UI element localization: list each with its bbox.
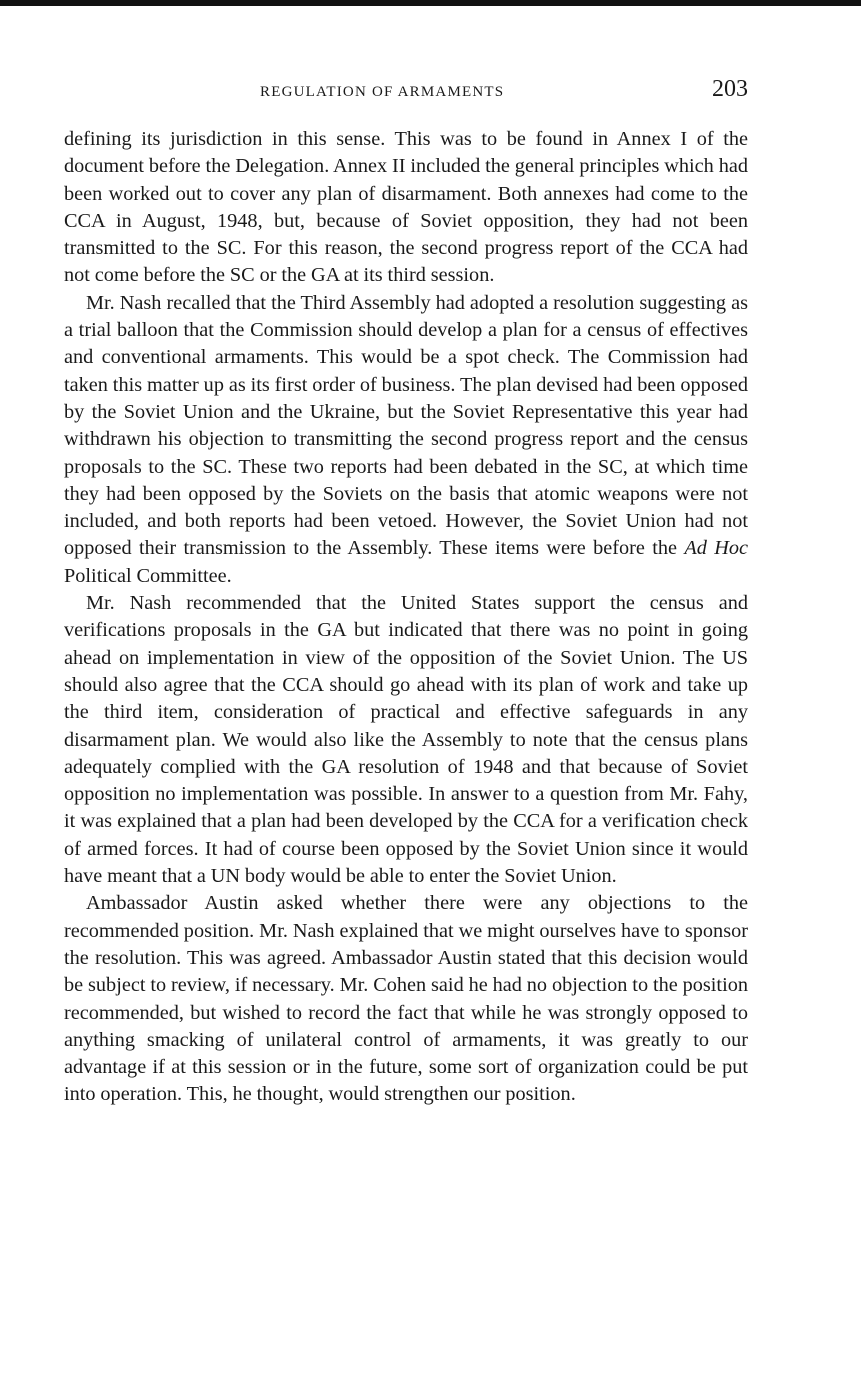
paragraph-nash-recommendation: Mr. Nash recommended that the United States support the census and verifications proposals in the GA but indicated that there was no point in going ahead on implementation in view of the opposition of the Soviet Union. The US should also agree that the CCA should go ahead with its plan of work and take up the third item, consideration of practical and effective safeguards in any disarmament plan. We would also like the Assembly to note that the census plans adequately complied with the GA resolution of 1948 and that because of Soviet opposition no implementation was possible. In answer to a question from Mr. Fahy, it was explained that a plan had been developed by the CCA for a verification check of armed forces. It had of course been opposed by the Soviet Union since it would have meant that a UN body would be able to enter the Soviet Union. [64,592,748,888]
body-text [64,126,748,1109]
running-head: REGULATION OF ARMAMENTS [260,84,505,100]
paragraph-austin-question: Ambassador Austin asked whether there were any objections to the recommended position. Mr. Nash explained that we might ourselves have to sponsor the resolution. This was agreed. Ambassador Austin stated that this decision would be subject to review, if necessary. Mr. Cohen said he had no objection to the position recommended, but wished to record the fact that while he was strongly opposed to anything smacking of unilateral control of armaments, it was greatly to our advantage if at this session or in the future, some sort of organization could be put into operation. This, he thought, would strengthen our position. [64,892,748,1106]
paragraph-text: Mr. Nash recalled that the Third Assembly had adopted a resolution suggesting as a trial balloon that the Commission should develop a plan for a census of effectives and conventional armaments. This would be a spot check. The Commission had taken this matter up as its first order of business. The plan devised had been opposed by the Soviet Union and the Ukraine, but the Soviet Representative this year had withdrawn his objection to transmitting the second progress report and the census proposals to the SC. These two reports had been debated in the SC, at which time they had been opposed by the Soviets on the basis that atomic weapons were not included, and both reports had been vetoed. However, the Soviet Union had not opposed their transmission to the Assembly. These items were before the [64,291,748,560]
italic-phrase: Ad Hoc [684,537,748,560]
paragraph-nash-recall [64,290,748,590]
page-number: 203 [712,76,748,102]
page-header [64,76,748,108]
paragraph-text-end: Political Committee. [64,564,232,587]
paragraph-continued: defining its jurisdiction in this sense. This was to be found in Annex I of the document before the Delegation. Annex II included the general principles which had been worked out to cover any plan of disarmament. Both annexes had come to the CCA in August, 1948, but, because of Soviet opposition, they had not been transmitted to the SC. For this reason, the second progress report of the CCA had not come before the SC or the GA at its third session. [64,128,748,287]
page-top-edge [0,0,861,6]
